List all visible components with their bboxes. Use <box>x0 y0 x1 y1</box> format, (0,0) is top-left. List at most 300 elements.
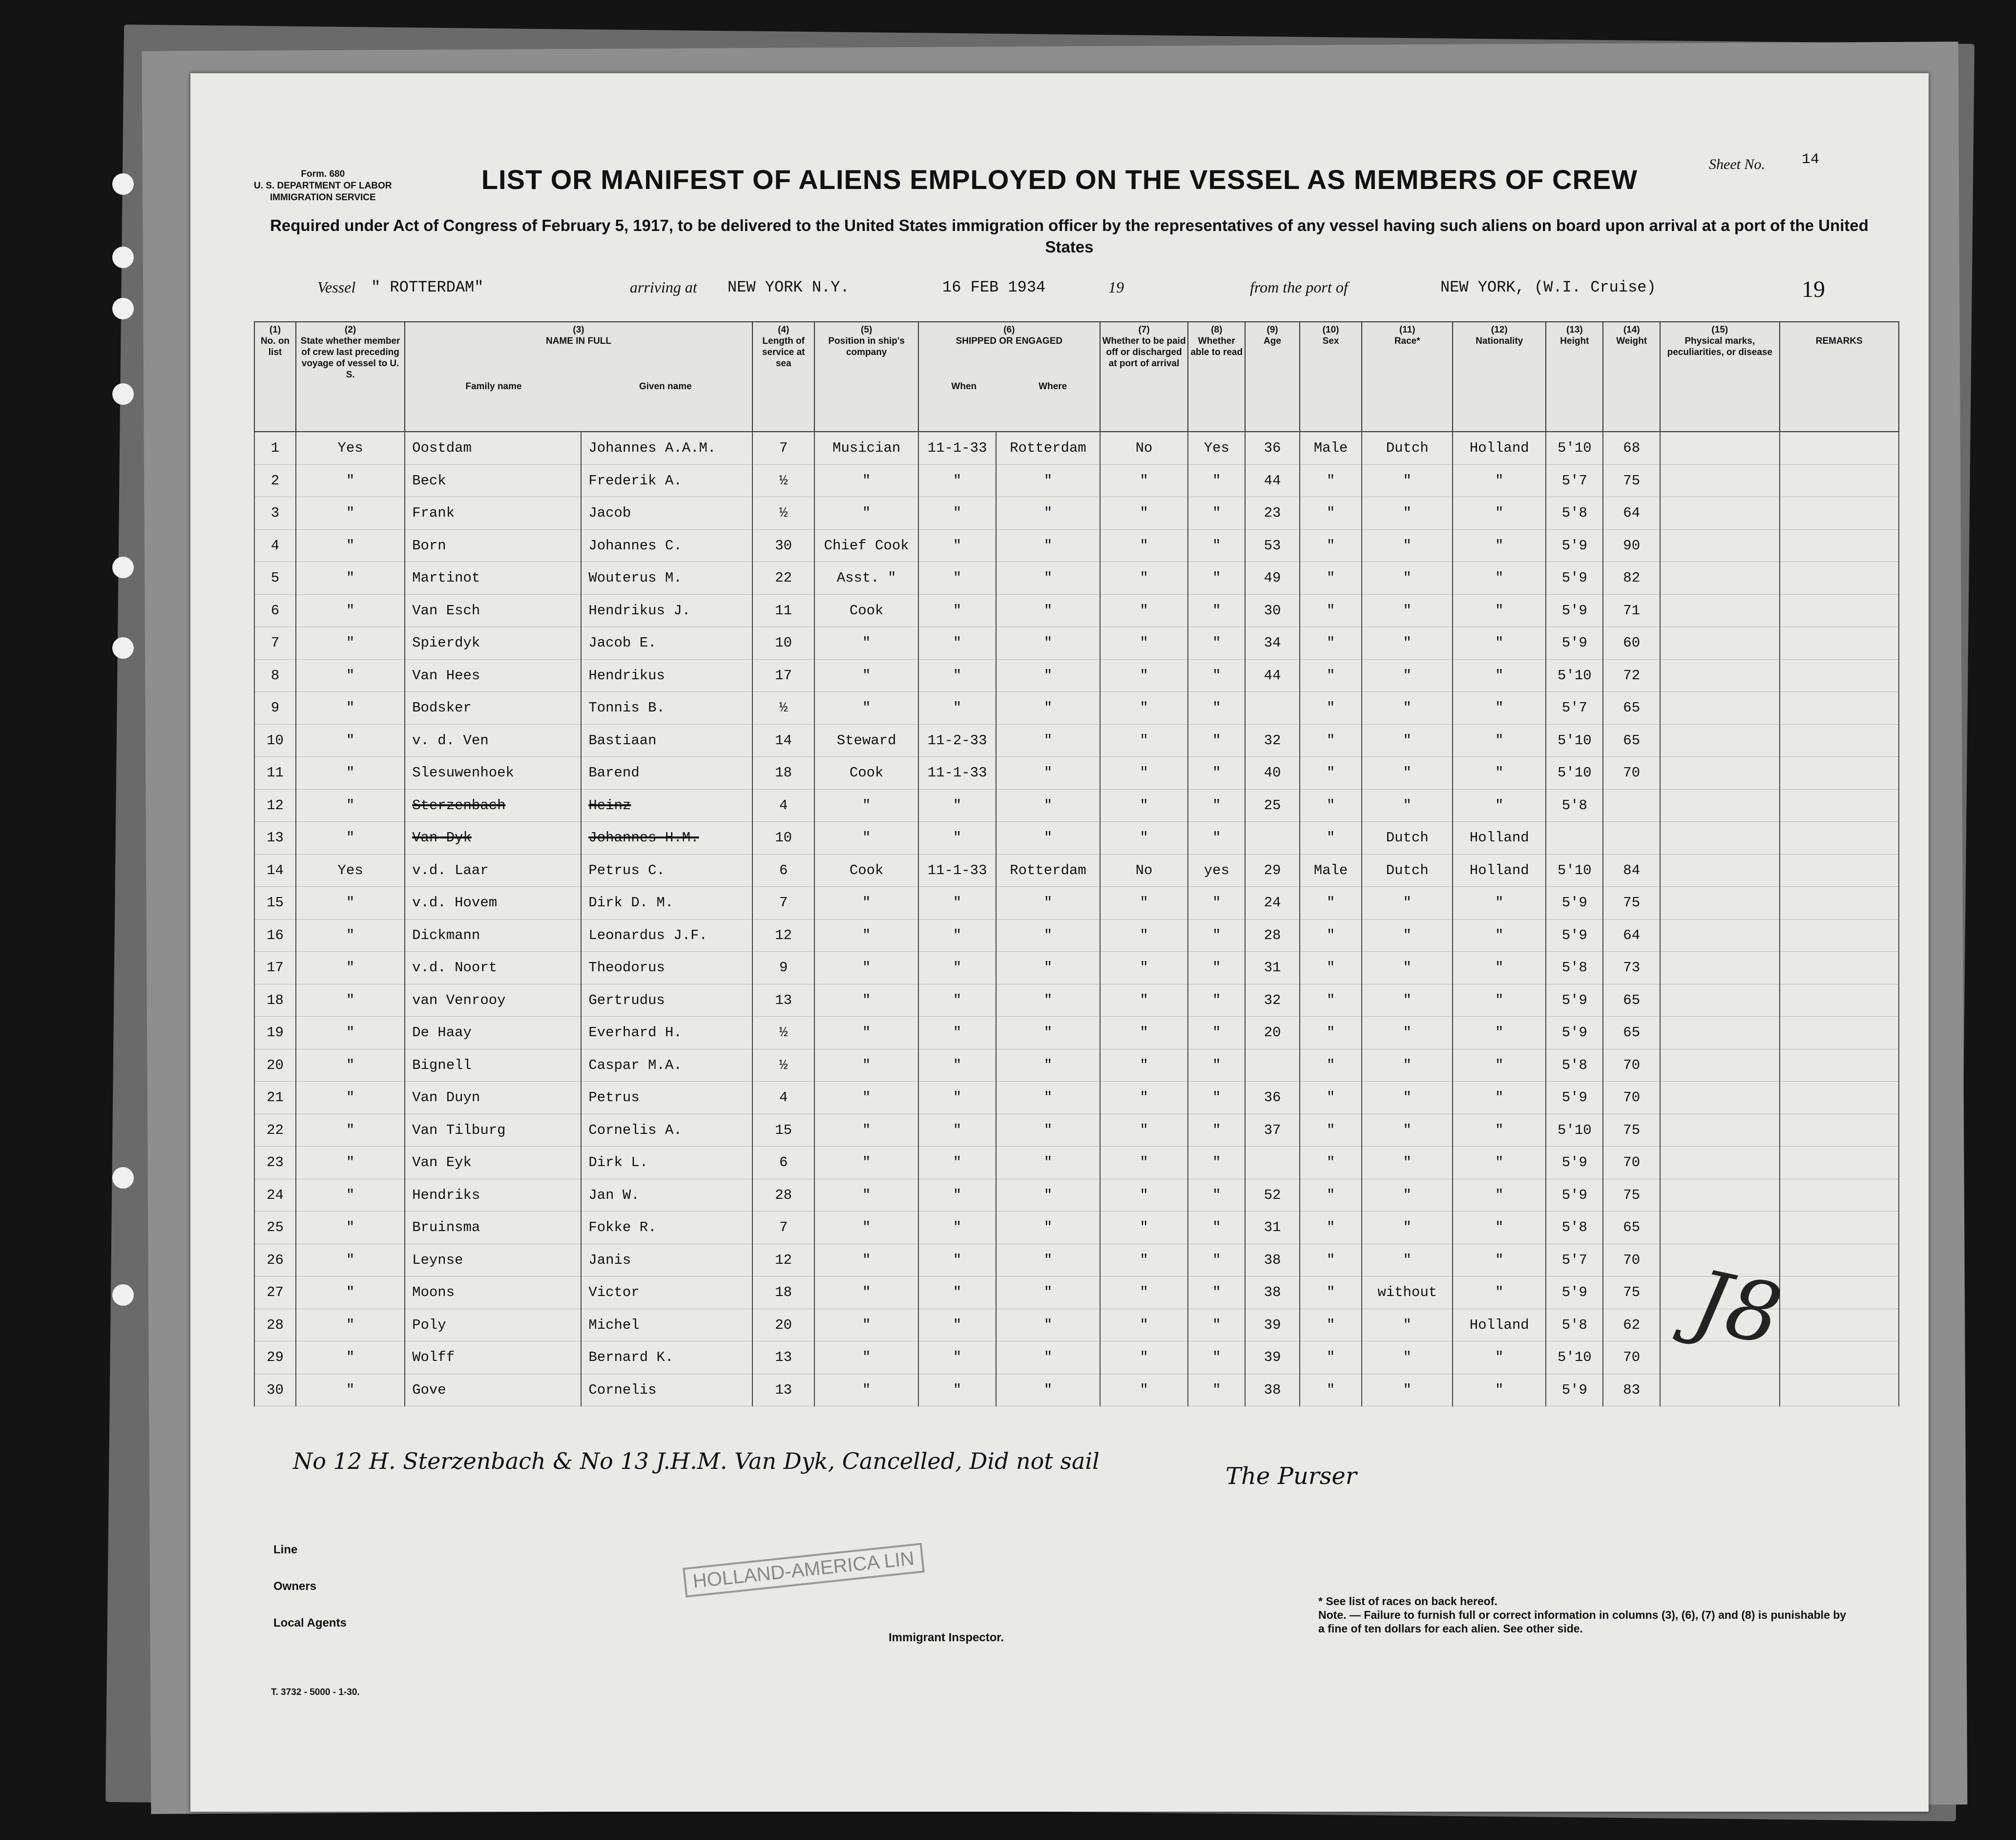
cell-able-to-read: " <box>1188 594 1245 627</box>
margin-mark: J8 <box>1685 1252 1789 1365</box>
punch-hole <box>112 1167 134 1189</box>
cell-nationality: " <box>1453 887 1546 920</box>
cell-weight: 65 <box>1603 724 1660 757</box>
cell-physical-marks <box>1660 1017 1779 1049</box>
cell-previous-voyage: " <box>296 952 405 984</box>
cell-weight: 64 <box>1603 919 1660 952</box>
cell-given-name: Heinz <box>581 789 752 822</box>
cell-sex: " <box>1300 529 1362 562</box>
cell-race: " <box>1362 789 1453 822</box>
cell-family-name: van Venrooy <box>405 984 581 1017</box>
cell-given-name: Jacob E. <box>581 627 752 660</box>
cell-shipped-when: " <box>918 1374 996 1406</box>
cell-nationality: " <box>1453 464 1546 497</box>
cell-service-length: 6 <box>752 1147 814 1179</box>
cell-race: Dutch <box>1362 854 1453 887</box>
cell-position: " <box>814 1114 918 1147</box>
cell-shipped-when: " <box>918 919 996 952</box>
cell-given-name: Caspar M.A. <box>581 1049 752 1082</box>
cell-age: 37 <box>1245 1114 1300 1147</box>
cell-race: " <box>1362 1341 1453 1374</box>
cell-given-name: Janis <box>581 1244 752 1276</box>
cell-sex: " <box>1300 1049 1362 1082</box>
col-height: (13) Height <box>1546 322 1603 432</box>
cell-shipped-when: " <box>918 952 996 984</box>
cell-weight <box>1603 789 1660 822</box>
cell-given-name: Theodorus <box>581 952 752 984</box>
cell-position: Musician <box>814 432 918 464</box>
cell-weight: 65 <box>1603 1017 1660 1049</box>
cell-age: 36 <box>1245 432 1300 464</box>
cell-row-number: 21 <box>254 1082 296 1114</box>
cell-able-to-read: " <box>1188 1309 1245 1341</box>
cell-age <box>1245 692 1300 725</box>
cell-race: " <box>1362 594 1453 627</box>
cell-paid-off: " <box>1100 1276 1188 1309</box>
cell-physical-marks <box>1660 529 1779 562</box>
cell-able-to-read: " <box>1188 757 1245 790</box>
cell-physical-marks <box>1660 497 1779 530</box>
cell-row-number: 25 <box>254 1212 296 1244</box>
cell-shipped-where: " <box>996 594 1100 627</box>
cell-age: 32 <box>1245 724 1300 757</box>
cell-remarks <box>1780 594 1899 627</box>
cell-physical-marks <box>1660 692 1779 725</box>
cell-paid-off: " <box>1100 1341 1188 1374</box>
cell-row-number: 1 <box>254 432 296 464</box>
cell-remarks <box>1780 757 1899 790</box>
cell-family-name: Poly <box>405 1309 581 1341</box>
cell-sex: " <box>1300 692 1362 725</box>
cell-height: 5'9 <box>1546 1082 1603 1114</box>
cell-age: 31 <box>1245 952 1300 984</box>
cell-weight: 65 <box>1603 984 1660 1017</box>
sheet-number: 14 <box>1802 151 1820 168</box>
cell-previous-voyage: " <box>296 1049 405 1082</box>
cell-given-name: Dirk D. M. <box>581 887 752 920</box>
cell-previous-voyage: " <box>296 1147 405 1179</box>
cell-service-length: 13 <box>752 984 814 1017</box>
cell-able-to-read: " <box>1188 562 1245 595</box>
cell-shipped-where: " <box>996 627 1100 660</box>
cell-race: " <box>1362 692 1453 725</box>
cell-physical-marks <box>1660 1374 1779 1406</box>
form-number: Form. 680 <box>301 169 345 179</box>
cell-able-to-read: " <box>1188 887 1245 920</box>
table-row <box>254 757 1899 790</box>
cell-height: 5'10 <box>1546 757 1603 790</box>
table-row <box>254 464 1899 497</box>
cell-position: " <box>814 464 918 497</box>
cell-paid-off: " <box>1100 887 1188 920</box>
cell-remarks <box>1780 887 1899 920</box>
table-row <box>254 1147 1899 1179</box>
cell-previous-voyage: " <box>296 627 405 660</box>
cell-physical-marks <box>1660 1049 1779 1082</box>
races-note: * See list of races on back hereof. <box>1318 1595 1497 1608</box>
cell-given-name: Petrus C. <box>581 854 752 887</box>
cell-nationality: " <box>1453 919 1546 952</box>
cell-paid-off: " <box>1100 1244 1188 1276</box>
cell-service-length: ½ <box>752 1049 814 1082</box>
cell-weight: 73 <box>1603 952 1660 984</box>
cell-age: 36 <box>1245 1082 1300 1114</box>
cell-able-to-read: " <box>1188 1244 1245 1276</box>
cell-height: 5'9 <box>1546 1374 1603 1406</box>
cell-height: 5'10 <box>1546 659 1603 692</box>
cell-family-name: Van Esch <box>405 594 581 627</box>
cell-height: 5'8 <box>1546 952 1603 984</box>
cell-height <box>1546 822 1603 855</box>
cell-sex: " <box>1300 1374 1362 1406</box>
cell-weight: 75 <box>1603 887 1660 920</box>
cell-previous-voyage: " <box>296 1212 405 1244</box>
table-row <box>254 984 1899 1017</box>
cell-nationality: " <box>1453 594 1546 627</box>
cell-race: " <box>1362 984 1453 1017</box>
cell-sex: " <box>1300 627 1362 660</box>
cell-age <box>1245 1049 1300 1082</box>
cell-given-name: Bastiaan <box>581 724 752 757</box>
cell-height: 5'9 <box>1546 1179 1603 1212</box>
cell-able-to-read: " <box>1188 1212 1245 1244</box>
local-agents-label: Local Agents <box>273 1616 347 1630</box>
cell-paid-off: " <box>1100 1147 1188 1179</box>
cell-shipped-where: " <box>996 1374 1100 1406</box>
cell-service-length: ½ <box>752 464 814 497</box>
cell-race: " <box>1362 1049 1453 1082</box>
cell-shipped-where: " <box>996 1276 1100 1309</box>
cell-position: " <box>814 984 918 1017</box>
table-row <box>254 692 1899 725</box>
page-title: LIST OR MANIFEST OF ALIENS EMPLOYED ON THE VESSEL AS MEMBERS OF CREW <box>481 164 1638 195</box>
cell-position: " <box>814 919 918 952</box>
cell-previous-voyage: " <box>296 724 405 757</box>
cell-weight: 65 <box>1603 692 1660 725</box>
cell-shipped-when: " <box>918 692 996 725</box>
cell-row-number: 16 <box>254 919 296 952</box>
cell-family-name: v. d. Ven <box>405 724 581 757</box>
cell-height: 5'9 <box>1546 887 1603 920</box>
cell-service-length: 12 <box>752 1244 814 1276</box>
cell-physical-marks <box>1660 822 1779 855</box>
cell-race: " <box>1362 1374 1453 1406</box>
cell-shipped-where: " <box>996 1309 1100 1341</box>
cell-previous-voyage: " <box>296 1017 405 1049</box>
col-race: (11) Race* <box>1362 322 1453 432</box>
cell-row-number: 28 <box>254 1309 296 1341</box>
cell-remarks <box>1780 627 1899 660</box>
cell-row-number: 29 <box>254 1341 296 1374</box>
cell-nationality: " <box>1453 984 1546 1017</box>
cell-shipped-when: 11-1-33 <box>918 854 996 887</box>
cell-able-to-read: " <box>1188 1049 1245 1082</box>
cell-height: 5'8 <box>1546 1309 1603 1341</box>
table-row <box>254 1114 1899 1147</box>
cell-nationality: Holland <box>1453 432 1546 464</box>
cell-service-length: 4 <box>752 789 814 822</box>
cell-able-to-read: " <box>1188 952 1245 984</box>
cell-weight: 82 <box>1603 562 1660 595</box>
cell-previous-voyage: " <box>296 464 405 497</box>
cell-service-length: 13 <box>752 1374 814 1406</box>
table-row <box>254 724 1899 757</box>
cell-remarks <box>1780 1114 1899 1147</box>
cell-shipped-where: " <box>996 789 1100 822</box>
arriving-label: arriving at <box>630 278 697 296</box>
cell-height: 5'9 <box>1546 627 1603 660</box>
cell-shipped-when: 11-2-33 <box>918 724 996 757</box>
cell-given-name: Fokke R. <box>581 1212 752 1244</box>
cell-height: 5'8 <box>1546 1049 1603 1082</box>
cell-race: " <box>1362 529 1453 562</box>
cell-given-name: Jacob <box>581 497 752 530</box>
cell-height: 5'10 <box>1546 432 1603 464</box>
cell-shipped-where: " <box>996 692 1100 725</box>
cell-physical-marks <box>1660 919 1779 952</box>
cell-paid-off: " <box>1100 1082 1188 1114</box>
cell-paid-off: " <box>1100 1309 1188 1341</box>
cell-service-length: 9 <box>752 952 814 984</box>
year-label: 19 <box>1108 278 1124 296</box>
cell-paid-off: " <box>1100 1049 1188 1082</box>
col-weight: (14) Weight <box>1603 322 1660 432</box>
cell-position: Cook <box>814 757 918 790</box>
cell-remarks <box>1780 1374 1899 1406</box>
cell-able-to-read: " <box>1188 1147 1245 1179</box>
cell-weight: 71 <box>1603 594 1660 627</box>
table-row <box>254 627 1899 660</box>
cell-previous-voyage: " <box>296 984 405 1017</box>
cell-shipped-when: " <box>918 1147 996 1179</box>
cell-previous-voyage: " <box>296 757 405 790</box>
cell-previous-voyage: " <box>296 497 405 530</box>
cell-service-length: 10 <box>752 627 814 660</box>
cell-sex: " <box>1300 952 1362 984</box>
cell-physical-marks <box>1660 1147 1779 1179</box>
arriving-port: NEW YORK N.Y. <box>727 278 850 296</box>
page-year-number: 19 <box>1802 276 1825 302</box>
cell-sex: " <box>1300 1082 1362 1114</box>
sheet-label: Sheet No. <box>1709 156 1765 172</box>
table-row <box>254 432 1899 464</box>
cell-given-name: Wouterus M. <box>581 562 752 595</box>
cell-race: " <box>1362 1147 1453 1179</box>
cell-weight: 64 <box>1603 497 1660 530</box>
cell-race: " <box>1362 724 1453 757</box>
cell-age <box>1245 1147 1300 1179</box>
cell-given-name: Tonnis B. <box>581 692 752 725</box>
cell-race: " <box>1362 919 1453 952</box>
cell-family-name: Dickmann <box>405 919 581 952</box>
col-nationality: (12) Nationality <box>1453 322 1546 432</box>
punch-hole <box>112 173 134 195</box>
cell-service-length: 12 <box>752 919 814 952</box>
col-service: (4) Length of service at sea <box>752 322 814 432</box>
cell-weight: 84 <box>1603 854 1660 887</box>
cell-race: " <box>1362 1017 1453 1049</box>
cell-age: 25 <box>1245 789 1300 822</box>
cell-height: 5'10 <box>1546 1114 1603 1147</box>
cell-sex: " <box>1300 1017 1362 1049</box>
cell-row-number: 5 <box>254 562 296 595</box>
cell-weight: 72 <box>1603 659 1660 692</box>
cell-shipped-where: " <box>996 1341 1100 1374</box>
cell-height: 5'9 <box>1546 1147 1603 1179</box>
cell-previous-voyage: " <box>296 789 405 822</box>
cell-height: 5'9 <box>1546 529 1603 562</box>
cell-nationality: " <box>1453 497 1546 530</box>
cell-family-name: Martinot <box>405 562 581 595</box>
cell-physical-marks <box>1660 464 1779 497</box>
cell-shipped-where: " <box>996 919 1100 952</box>
cell-service-length: 4 <box>752 1082 814 1114</box>
cell-position: " <box>814 1082 918 1114</box>
cell-age: 39 <box>1245 1341 1300 1374</box>
cell-weight: 62 <box>1603 1309 1660 1341</box>
cell-position: " <box>814 1341 918 1374</box>
cell-height: 5'8 <box>1546 497 1603 530</box>
cell-given-name: Hendrikus J. <box>581 594 752 627</box>
cell-remarks <box>1780 984 1899 1017</box>
cell-nationality: " <box>1453 789 1546 822</box>
cell-sex: " <box>1300 919 1362 952</box>
inspector-label: Immigrant Inspector. <box>889 1631 1004 1644</box>
cell-given-name: Petrus <box>581 1082 752 1114</box>
cell-age: 39 <box>1245 1309 1300 1341</box>
cell-nationality: Holland <box>1453 822 1546 855</box>
cell-remarks <box>1780 562 1899 595</box>
table-row <box>254 594 1899 627</box>
table-row <box>254 1341 1899 1374</box>
cell-sex: " <box>1300 1212 1362 1244</box>
cell-nationality: " <box>1453 659 1546 692</box>
cell-nationality: " <box>1453 627 1546 660</box>
cell-family-name: v.d. Hovem <box>405 887 581 920</box>
punch-hole <box>112 637 134 659</box>
cell-age: 20 <box>1245 1017 1300 1049</box>
vessel-name: " ROTTERDAM" <box>371 278 484 296</box>
cell-previous-voyage: " <box>296 919 405 952</box>
cell-age: 44 <box>1245 659 1300 692</box>
cell-nationality: " <box>1453 724 1546 757</box>
cell-row-number: 26 <box>254 1244 296 1276</box>
cell-able-to-read: " <box>1188 659 1245 692</box>
cell-height: 5'9 <box>1546 1276 1603 1309</box>
cell-race: " <box>1362 952 1453 984</box>
cell-remarks <box>1780 1082 1899 1114</box>
cell-weight: 60 <box>1603 627 1660 660</box>
cell-remarks <box>1780 919 1899 952</box>
cell-sex: " <box>1300 724 1362 757</box>
cell-race: without <box>1362 1276 1453 1309</box>
cell-sex: " <box>1300 562 1362 595</box>
cell-sex: " <box>1300 594 1362 627</box>
cell-remarks <box>1780 659 1899 692</box>
table-header <box>254 322 1899 432</box>
cell-given-name: Everhard H. <box>581 1017 752 1049</box>
cell-weight: 65 <box>1603 1212 1660 1244</box>
cell-age: 28 <box>1245 919 1300 952</box>
cell-position: " <box>814 1179 918 1212</box>
cell-service-length: 13 <box>752 1341 814 1374</box>
cell-service-length: 18 <box>752 757 814 790</box>
cell-family-name: Van Duyn <box>405 1082 581 1114</box>
cell-race: " <box>1362 1114 1453 1147</box>
cell-physical-marks <box>1660 1082 1779 1114</box>
cell-row-number: 15 <box>254 887 296 920</box>
cell-paid-off: " <box>1100 789 1188 822</box>
vessel-label: Vessel <box>317 278 356 296</box>
cell-paid-off: " <box>1100 724 1188 757</box>
col-no: (1) No. on list <box>254 322 296 432</box>
cell-remarks <box>1780 692 1899 725</box>
cell-nationality: " <box>1453 1049 1546 1082</box>
cell-physical-marks <box>1660 952 1779 984</box>
cell-age: 23 <box>1245 497 1300 530</box>
col-sex: (10) Sex <box>1300 322 1362 432</box>
cell-row-number: 9 <box>254 692 296 725</box>
cell-age: 44 <box>1245 464 1300 497</box>
cell-sex: " <box>1300 822 1362 855</box>
cell-service-length: 28 <box>752 1179 814 1212</box>
cell-race: Dutch <box>1362 822 1453 855</box>
cell-shipped-where: " <box>996 497 1100 530</box>
cell-shipped-when: " <box>918 1049 996 1082</box>
cell-previous-voyage: " <box>296 1309 405 1341</box>
col-physical-marks: (15) Physical marks, peculiarities, or disease <box>1660 322 1779 432</box>
cell-previous-voyage: " <box>296 529 405 562</box>
punch-hole <box>112 557 134 578</box>
cell-position: " <box>814 1309 918 1341</box>
cell-height: 5'8 <box>1546 789 1603 822</box>
print-code: T. 3732 - 5000 - 1-30. <box>271 1687 360 1697</box>
cell-row-number: 10 <box>254 724 296 757</box>
cell-row-number: 24 <box>254 1179 296 1212</box>
cell-row-number: 27 <box>254 1276 296 1309</box>
cell-paid-off: " <box>1100 1212 1188 1244</box>
cell-sex: " <box>1300 1179 1362 1212</box>
cell-weight: 83 <box>1603 1374 1660 1406</box>
cell-able-to-read: " <box>1188 1017 1245 1049</box>
col-remarks: REMARKS <box>1780 322 1899 432</box>
cell-paid-off: " <box>1100 562 1188 595</box>
cell-physical-marks <box>1660 854 1779 887</box>
cell-position: Steward <box>814 724 918 757</box>
cell-sex: " <box>1300 1147 1362 1179</box>
cell-shipped-when: " <box>918 789 996 822</box>
from-port: NEW YORK, (W.I. Cruise) <box>1440 278 1656 296</box>
cell-race: " <box>1362 1179 1453 1212</box>
cell-family-name: Sterzenbach <box>405 789 581 822</box>
cell-previous-voyage: " <box>296 594 405 627</box>
cell-family-name: Gove <box>405 1374 581 1406</box>
cell-weight: 70 <box>1603 1049 1660 1082</box>
cell-able-to-read: " <box>1188 1276 1245 1309</box>
cell-shipped-when: " <box>918 1017 996 1049</box>
cell-family-name: Hendriks <box>405 1179 581 1212</box>
cell-height: 5'10 <box>1546 854 1603 887</box>
cell-height: 5'10 <box>1546 1341 1603 1374</box>
cell-paid-off: " <box>1100 757 1188 790</box>
cell-age <box>1245 822 1300 855</box>
cell-remarks <box>1780 1179 1899 1212</box>
cell-remarks <box>1780 529 1899 562</box>
cell-race: " <box>1362 562 1453 595</box>
cell-weight: 70 <box>1603 1244 1660 1276</box>
cell-row-number: 2 <box>254 464 296 497</box>
cell-height: 5'7 <box>1546 1244 1603 1276</box>
